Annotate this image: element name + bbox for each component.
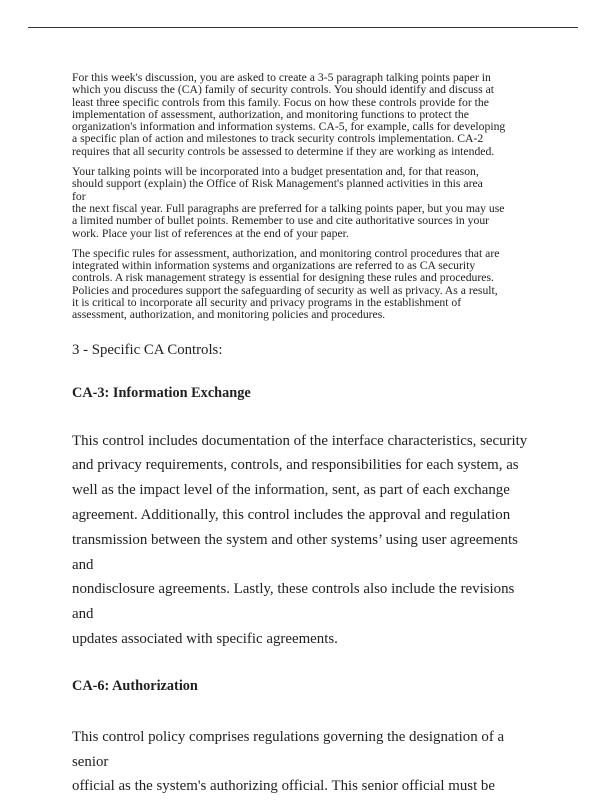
document-page [72, 72, 534, 799]
assignment-paragraph-1: For this week's discussion, you are asked to create a 3-5 paragraph talking points paper in which you discuss the (CA) family of security controls. You should identify and discuss at least three specific controls from this family. Focus on how these controls provide for the implementation of assessment, authorization, and monitoring functions to protect the organization's information and information systems. CA-5, for example, calls for developing a specific plan of action and milestones to track security controls implementation. CA-2 requires that all security controls be assessed to determine if they are working as intended. [72, 71, 506, 158]
assignment-paragraph-3: The specific rules for assessment, authorization, and monitoring control procedures that are integrated within information systems and organizations are referred to as CA security controls. A risk management strategy is essential for designing these rules and procedures. Policies and procedures support the safeguarding of security as well as privacy. As a result, it is critical to incorporate all security and privacy programs in the establishment of assessment, authorization, and monitoring policies and procedures. [72, 246, 500, 322]
section-heading: 3 - Specific CA Controls: [72, 341, 223, 358]
control-title-ca6: CA-6: Authorization [72, 677, 198, 694]
control-body-ca6: This control policy comprises regulations governing the designation of a senior official as the system's authorizing official. This senior official must be [72, 728, 505, 795]
control-body-ca3: This control includes documentation of the interface characteristics, security and privacy requirements, controls, and responsibilities for each system, as well as the impact level of the information, sent, as part of each exchange agreement. Additionally, this control includes the approval and regulation transmission between the system and other systems’ using user agreements and nondisclosure agreements. Lastly, these controls also include the revisions and updates associated with specific agreements. [72, 432, 528, 648]
header-rule [28, 27, 578, 28]
control-title-ca3: CA-3: Information Exchange [72, 384, 251, 401]
assignment-paragraph-2: Your talking points will be incorporated into a budget presentation and, for that reason, should support (explain) the Office of Risk Management's planned activities in this area for the next fiscal year. Full paragraphs are preferred for a talking points paper, but you may use a limited number of bullet points. Remember to use and cite authoritative sources in your work. Place your list of references at the end of your paper. [72, 165, 505, 240]
